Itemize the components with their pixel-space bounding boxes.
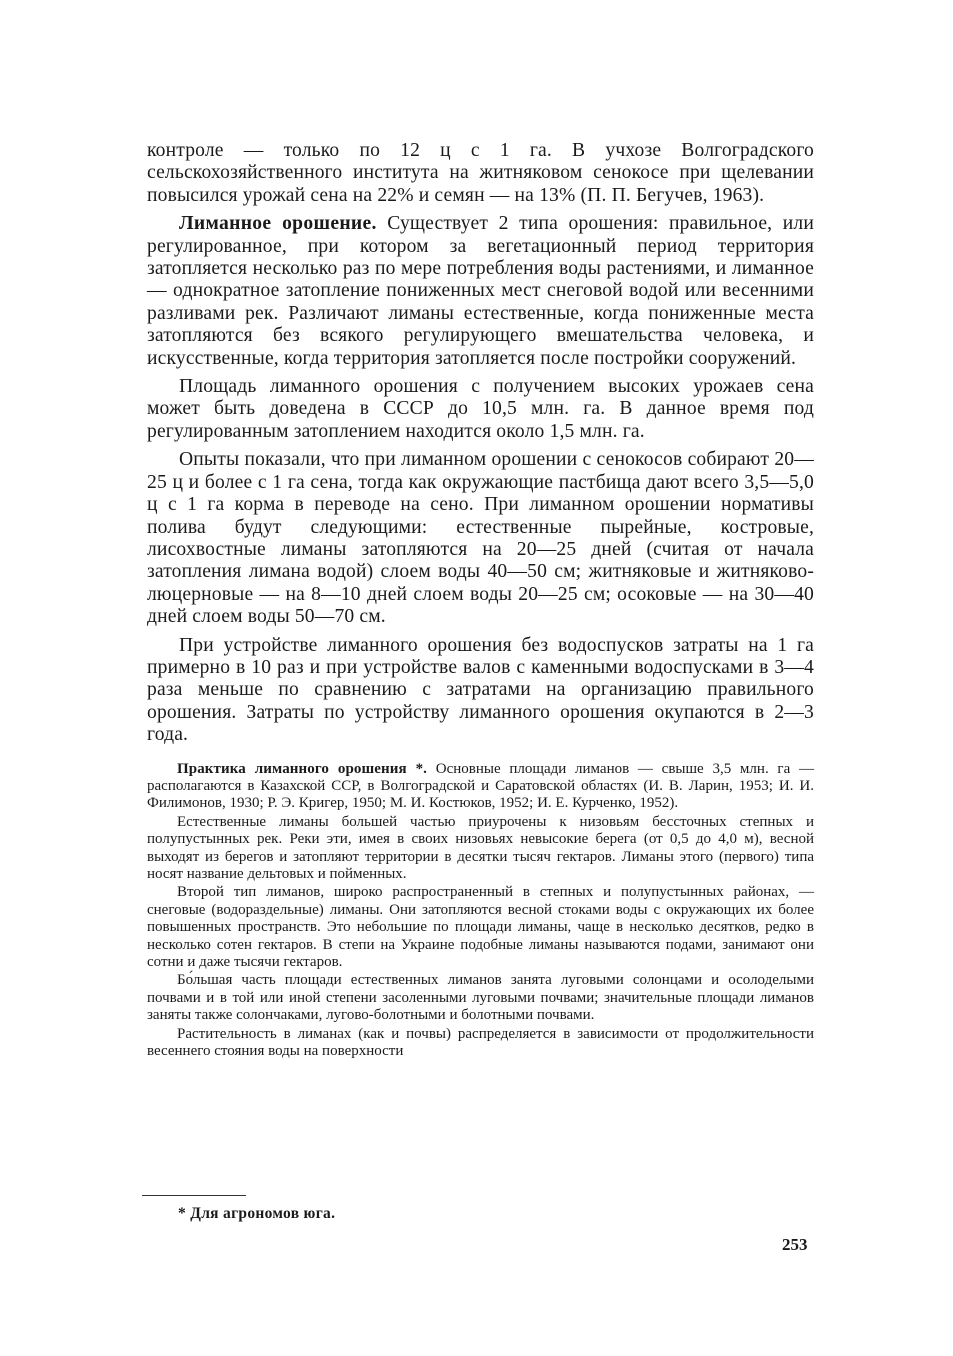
small-paragraph-soils: Бо́льшая часть площади естественных лиманов занята луговыми солонцами и осолоделыми почвами и в той или иной степени засоленными луговыми почвами; значительные площади лиманов заняты также солончаками, лугово-болотными и болотными почвами. [147, 972, 814, 1024]
small-paragraph-practice [147, 761, 814, 813]
footnote-divider [142, 1195, 246, 1196]
page-number: 253 [782, 1235, 808, 1254]
section-heading-practice: Практика лиманного орошения *. [177, 760, 428, 777]
footnote: * Для агрономов юга. [178, 1205, 336, 1222]
paragraph-text: Существует 2 типа орошения: правильное, или регулированное, при котором за вегетационный период территория затопляется несколько раз по мере потребления воды растениями, и лиманное — однократное затопление пониженных мест снеговой водой или весенними разливами рек. Различают лиманы естественные, когда пониженные места затопляются без всякого регулирующего вмешательства человека, и искусственные, когда территория затопляется после постройки сооружений. [147, 213, 814, 369]
paragraph-experiments: Опыты показали, что при лиманном орошении с сенокосов собирают 20—25 ц и более с 1 га сена, тогда как окружающие пастбища дают всего 3,5—5,0 ц с 1 га корма в переводе на сено. При лиманном орошении нормативы полива будут следующими: естественные пырейные, костровые, лисохвостные лиманы затопляются на 20—25 дней (считая от начала затопления лимана водой) слоем воды 40—50 см; житняковые и житняково-люцерновые — на 8—10 дней слоем воды 20—25 см; осоковые — на 30—40 дней слоем воды 50—70 см. [147, 449, 814, 628]
paragraph-area: Площадь лиманного орошения с получением высоких урожаев сена может быть доведена в СССР до 10,5 млн. га. В данное время под регулированным затоплением находится около 1,5 млн. га. [147, 376, 814, 442]
main-text [147, 140, 814, 747]
paragraph-liman-irrigation [147, 213, 814, 370]
paragraph-continuation: контроле — только по 12 ц с 1 га. В учхозе Волгоградского сельскохозяйственного института на житняковом сенокосе при щелевании повысился урожай сена на 22% и семян — на 13% (П. П. Бегучев, 1963). [147, 140, 814, 206]
paragraph-text: Основные площади лиманов — свыше 3,5 млн. га — располагаются в Казахской ССР, в Волгоградской и Саратовской областях (И. В. Ларин, 1953; И. И. Филимонов, 1930; Р. Э. Кригер, 1950; М. И. Костюков, 1952; И. Е. Курченко, 1952). [147, 760, 814, 812]
paragraph-costs: При устройстве лиманного орошения без водоспусков затраты на 1 га примерно в 10 раз и при устройстве валов с каменными водоспусками в 3—4 раза меньше по сравнению с затратами на организацию правильного орошения. Затраты по устройству лиманного орошения окупаются в 2—3 года. [147, 634, 814, 746]
small-paragraph-natural-limans: Естественные лиманы большей частью приурочены к низовьям бессточных степных и полупустынных рек. Реки эти, имея в своих низовьях невысокие берега (от 0,5 до 4,0 м), весной выходят из берегов и затопляют территории в десятки тысяч гектаров. Лиманы этого (первого) типа носят название дельтовых и пойменных. [147, 813, 814, 882]
section-heading-liman-irrigation: Лиманное орошение. [179, 213, 377, 235]
small-paragraph-second-type: Второй тип лиманов, широко распространенный в степных и полупустынных районах, — снеговые (водораздельные) лиманы. Они затопляются весной стоками воды с окружающих их более повышенных пространств. Это небольшие по площади лиманы, чаще в несколько десятков, редко в несколько сотен гектаров. В степи на Украине подобные лиманы называются подами, занимают они сотни и даже тысячи гектаров. [147, 884, 814, 971]
small-print-section [147, 761, 814, 1061]
small-paragraph-vegetation: Растительность в лиманах (как и почвы) распределяется в зависимости от продолжительности весеннего стояния воды на поверхности [147, 1025, 814, 1060]
page-body [147, 140, 814, 1060]
